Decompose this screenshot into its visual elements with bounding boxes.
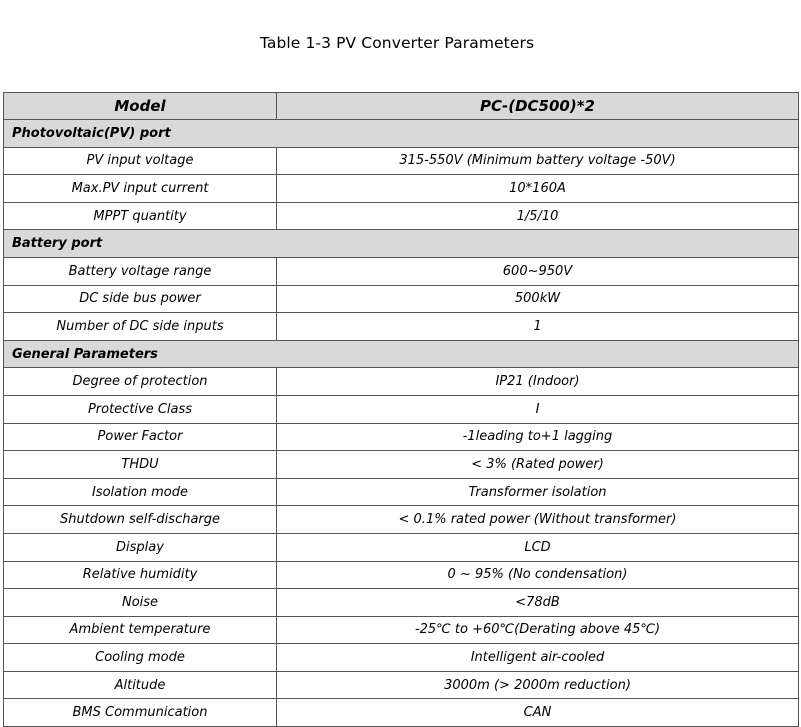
param-label: BMS Communication <box>4 699 277 727</box>
param-value: 1 <box>277 313 799 341</box>
param-label: PV input voltage <box>4 147 277 175</box>
param-value: < 0.1% rated power (Without transformer) <box>277 506 799 534</box>
header-model-value: PC-(DC500)*2 <box>277 93 799 120</box>
table-row <box>4 285 799 313</box>
table-row <box>4 506 799 534</box>
param-label: Display <box>4 533 277 561</box>
param-label: DC side bus power <box>4 285 277 313</box>
table-row <box>4 313 799 341</box>
param-label: Max.PV input current <box>4 175 277 203</box>
param-label: THDU <box>4 451 277 479</box>
param-value: Transformer isolation <box>277 478 799 506</box>
table-row <box>4 395 799 423</box>
header-model-label: Model <box>4 93 277 120</box>
table-row <box>4 257 799 285</box>
param-value: LCD <box>277 533 799 561</box>
table-row <box>4 478 799 506</box>
param-value: 315-550V (Minimum battery voltage -50V) <box>277 147 799 175</box>
param-value: -1leading to+1 lagging <box>277 423 799 451</box>
param-value: 500kW <box>277 285 799 313</box>
table-row <box>4 147 799 175</box>
table-row <box>4 368 799 396</box>
table-row <box>4 533 799 561</box>
param-value: 10*160A <box>277 175 799 203</box>
param-label: MPPT quantity <box>4 202 277 230</box>
table-row <box>4 202 799 230</box>
table-row <box>4 175 799 203</box>
param-label: Shutdown self-discharge <box>4 506 277 534</box>
section-title: General Parameters <box>4 340 799 368</box>
table-row <box>4 589 799 617</box>
param-value: < 3% (Rated power) <box>277 451 799 479</box>
table-row <box>4 699 799 727</box>
param-value: CAN <box>277 699 799 727</box>
param-value: I <box>277 395 799 423</box>
table-row <box>4 451 799 479</box>
param-value: -25℃ to +60℃(Derating above 45℃) <box>277 616 799 644</box>
param-label: Battery voltage range <box>4 257 277 285</box>
param-value: 0 ~ 95% (No condensation) <box>277 561 799 589</box>
table-row <box>4 561 799 589</box>
section-row <box>4 340 799 368</box>
param-value: 600~950V <box>277 257 799 285</box>
param-label: Number of DC side inputs <box>4 313 277 341</box>
section-row <box>4 230 799 258</box>
param-label: Altitude <box>4 671 277 699</box>
param-value: 1/5/10 <box>277 202 799 230</box>
param-value: IP21 (Indoor) <box>277 368 799 396</box>
table-caption: Table 1-3 PV Converter Parameters <box>259 34 535 52</box>
param-value: <78dB <box>277 589 799 617</box>
section-row <box>4 120 799 148</box>
table-row <box>4 616 799 644</box>
table-header-row <box>4 93 799 120</box>
param-label: Relative humidity <box>4 561 277 589</box>
param-value: Intelligent air-cooled <box>277 644 799 672</box>
param-label: Ambient temperature <box>4 616 277 644</box>
parameters-table <box>3 92 799 727</box>
table-row <box>4 671 799 699</box>
param-label: Isolation mode <box>4 478 277 506</box>
param-label: Protective Class <box>4 395 277 423</box>
param-label: Degree of protection <box>4 368 277 396</box>
section-title: Battery port <box>4 230 799 258</box>
table-row <box>4 644 799 672</box>
param-value: 3000m (> 2000m reduction) <box>277 671 799 699</box>
param-label: Noise <box>4 589 277 617</box>
section-title: Photovoltaic(PV) port <box>4 120 799 148</box>
table-row <box>4 423 799 451</box>
param-label: Cooling mode <box>4 644 277 672</box>
param-label: Power Factor <box>4 423 277 451</box>
